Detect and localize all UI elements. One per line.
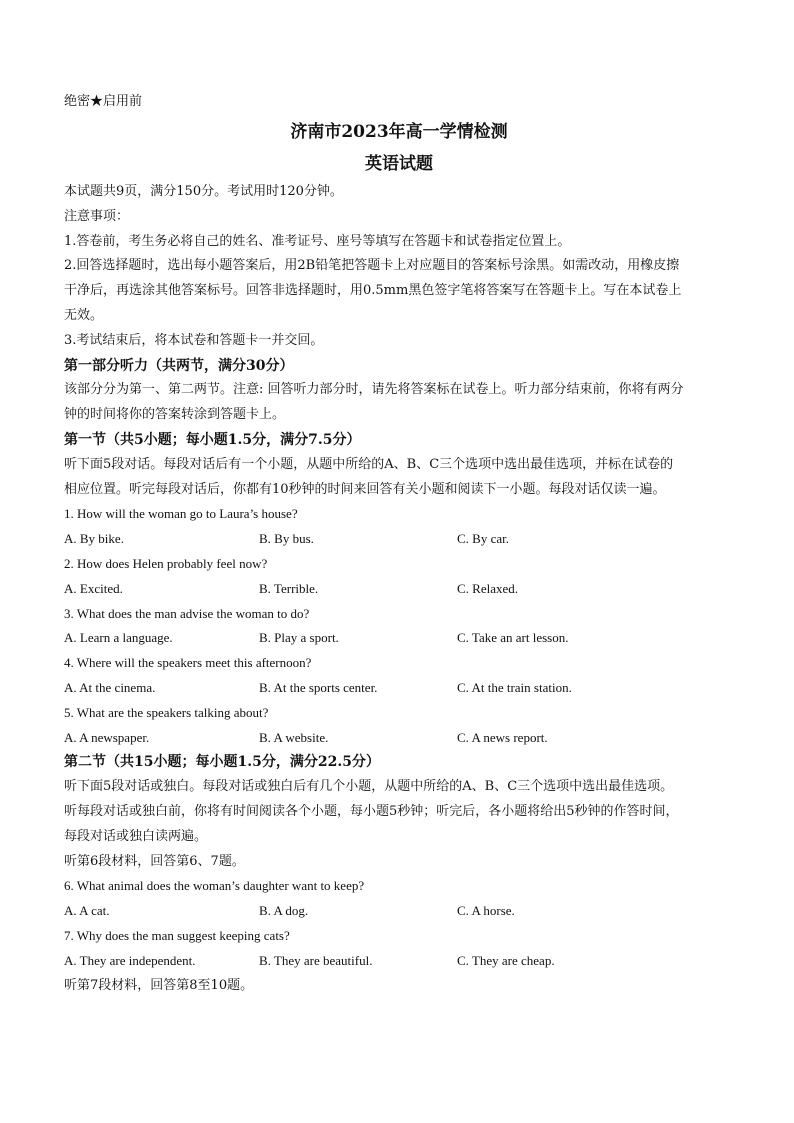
question-7: 7. Why does the man suggest keeping cats? (64, 927, 290, 943)
question-1: 1. How will the woman go to Laura’s house? (64, 506, 298, 522)
exam-page (64, 90, 734, 998)
option-c: C. By car. (457, 531, 509, 547)
notice-2-line-3: 无效。 (64, 307, 104, 323)
option-c: C. At the train station. (457, 679, 572, 695)
option-a: A. By bike. (64, 531, 124, 547)
section1-heading: 第一节（共5小题；每小题1.5分，满分7.5分） (64, 431, 361, 448)
part1-heading: 第一部分听力（共两节，满分30分） (64, 357, 294, 374)
option-b: B. A website. (259, 729, 329, 745)
option-a: A. Learn a language. (64, 630, 173, 646)
section1-desc-2: 相应位置。听完每段对话后，你都有10秒钟的时间来回答有关小题和阅读下一小题。每段对话仅读一遍。 (64, 481, 666, 497)
section1-desc-1: 听下面5段对话。每段对话后有一个小题，从题中所给的A、B、C三个选项中选出最佳选项，并标在试卷的 (64, 456, 674, 472)
intro-line: 本试题共9页，满分150分。考试用时120分钟。 (64, 184, 343, 199)
option-b: B. Play a sport. (259, 630, 339, 646)
question-4: 4. Where will the speakers meet this afternoon? (64, 655, 312, 671)
section2-desc-2: 听每段对话或独白前，你将有时间阅读各个小题，每小题5秒钟；听完后，各小题将给出5秒钟的作答时间， (64, 803, 679, 819)
notice-3: 3.考试结束后，将本试卷和答题卡一并交回。 (64, 332, 324, 348)
exam-title: 济南市2023年高一学情检测 (290, 122, 508, 142)
exam-subtitle: 英语试题 (365, 154, 433, 174)
option-c: C. Take an art lesson. (457, 630, 569, 646)
notice-1: 1.答卷前，考生务必将自己的姓名、准考证号、座号等填写在答题卡和试卷指定位置上。 (64, 233, 571, 249)
option-b: B. They are beautiful. (259, 952, 373, 968)
confidential-label: 绝密★启用前 (64, 94, 143, 109)
option-b: B. At the sports center. (259, 679, 378, 695)
question-7-options (64, 949, 734, 974)
question-5: 5. What are the speakers talking about? (64, 704, 269, 720)
option-c: C. Relaxed. (457, 580, 519, 596)
option-b: B. A dog. (259, 903, 309, 919)
section2-desc-3: 每段对话或独白读两遍。 (64, 828, 208, 844)
option-b: B. Terrible. (259, 580, 319, 596)
option-b: B. By bus. (259, 531, 314, 547)
option-c: C. They are cheap. (457, 952, 555, 968)
question-2-options (64, 577, 734, 602)
option-a: A. They are independent. (64, 952, 196, 968)
option-a: A. A newspaper. (64, 729, 150, 745)
question-3-options (64, 626, 734, 651)
option-a: A. A cat. (64, 903, 110, 919)
material-7-instruction: 听第7段材料，回答第8至10题。 (64, 977, 254, 993)
section2-heading: 第二节（共15小题；每小题1.5分，满分22.5分） (64, 754, 380, 771)
notice-2-line-1: 2.回答选择题时，选出每小题答案后，用2B铅笔把答题卡上对应题目的答案标号涂黑。如需改动，用橡皮擦 (64, 258, 680, 274)
notice-2-line-2: 干净后，再选涂其他答案标号。回答非选择题时，用0.5mm黑色签字笔将答案写在答题卡上。写在本试卷上 (64, 283, 682, 299)
question-1-options (64, 527, 734, 552)
question-3: 3. What does the man advise the woman to do? (64, 605, 310, 621)
option-a: A. Excited. (64, 580, 123, 596)
part1-desc-1: 该部分分为第一、第二两节。注意: 回答听力部分时，请先将答案标在试卷上。听力部分结束前，你将有两分 (64, 382, 684, 398)
material-6-instruction: 听第6段材料，回答第6、7题。 (64, 853, 245, 869)
question-5-options (64, 726, 734, 751)
section2-desc-1: 听下面5段对话或独白。每段对话或独白后有几个小题，从题中所给的A、B、C三个选项中选出最佳选项。 (64, 779, 674, 795)
question-6: 6. What animal does the woman’s daughter want to keep? (64, 878, 365, 894)
question-2: 2. How does Helen probably feel now? (64, 555, 268, 571)
question-4-options (64, 676, 734, 701)
option-c: C. A news report. (457, 729, 548, 745)
option-c: C. A horse. (457, 903, 515, 919)
notice-label: 注意事项： (64, 208, 130, 224)
part1-desc-2: 钟的时间将你的答案转涂到答题卡上。 (64, 407, 286, 423)
option-a: A. At the cinema. (64, 679, 156, 695)
question-6-options (64, 899, 734, 924)
